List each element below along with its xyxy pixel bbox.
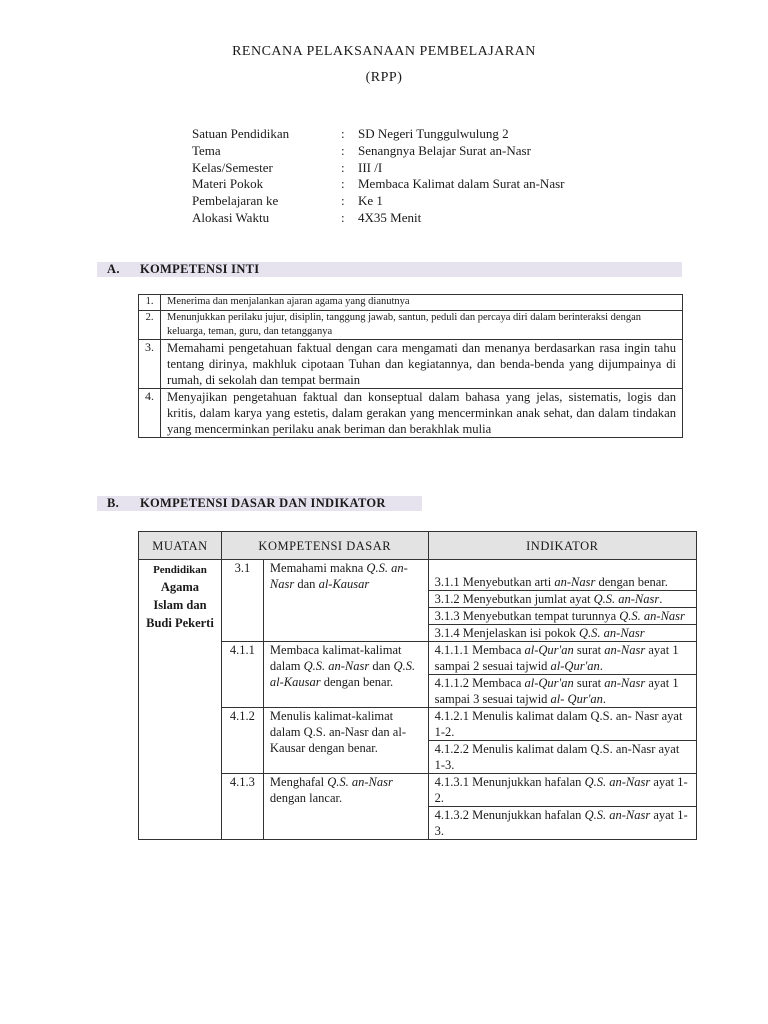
section-title: KOMPETENSI INTI — [140, 262, 260, 276]
kd-code: 4.1.1 — [221, 642, 263, 708]
indikator-cell: 4.1.3.1 Menunjukkan hafalan Q.S. an-Nasr ayat 1-2. — [428, 774, 696, 807]
indikator-cell: 4.1.2.1 Menulis kalimat dalam Q.S. an- Nasr ayat 1-2. — [428, 708, 696, 741]
info-label: Tema — [192, 143, 221, 158]
subject-line1: Pendidikan — [153, 564, 207, 576]
info-colon: : — [341, 210, 345, 225]
kompetensi-inti-table — [138, 294, 683, 438]
table-row — [139, 708, 697, 741]
row-number: 3. — [139, 340, 161, 389]
kompetensi-dasar-table — [138, 531, 697, 840]
kd-text: Menghafal Q.S. an-Nasr dengan lancar. — [263, 774, 428, 840]
indikator-cell: 4.1.1.1 Membaca al-Qur'an surat an-Nasr ayat 1 sampai 2 sesuai tajwid al-Qur'an. — [428, 642, 696, 675]
table-row — [139, 389, 683, 438]
table-row — [139, 560, 697, 591]
indikator-cell: 4.1.2.2 Menulis kalimat dalam Q.S. an-Nasr ayat 1-3. — [428, 741, 696, 774]
info-value: Ke 1 — [358, 193, 383, 208]
info-label: Materi Pokok — [192, 176, 264, 191]
section-a-heading — [97, 262, 682, 277]
row-text: Menyajikan pengetahuan faktual dan konseptual dalam bahasa yang jelas, sistematis, logis dan kritis, dalam karya yang estetis, dalam gerakan yang mencerminkan anak sehat, dan dalam tindakan yang mencerminkan perilaku anak beriman dan berakhlak mulia — [161, 389, 683, 438]
info-label: Kelas/Semester — [192, 160, 273, 175]
indikator-cell: 3.1.2 Menyebutkan jumlat ayat Q.S. an-Nasr. — [428, 591, 696, 608]
document-title: RENCANA PELAKSANAAN PEMBELAJARAN — [232, 44, 536, 59]
kd-text: Memahami makna Q.S. an-Nasr dan al-Kausar — [263, 560, 428, 642]
info-colon: : — [341, 176, 345, 191]
document-subtitle: (RPP) — [365, 70, 403, 85]
table-row — [139, 295, 683, 311]
section-letter: B. — [107, 496, 120, 510]
indikator-cell: 3.1.1 Menyebutkan arti an-Nasr dengan benar. — [428, 560, 696, 591]
info-label: Alokasi Waktu — [192, 210, 270, 225]
info-label: Pembelajaran ke — [192, 193, 279, 208]
info-colon: : — [341, 160, 345, 175]
row-number: 2. — [139, 311, 161, 340]
header-kompetensi-dasar: KOMPETENSI DASAR — [221, 532, 428, 560]
subject-rest: Agama Islam dan Budi Pekerti — [146, 580, 214, 630]
table-header-row — [139, 532, 697, 560]
row-number: 4. — [139, 389, 161, 438]
row-text: Menerima dan menjalankan ajaran agama yang dianutnya — [161, 295, 683, 311]
info-label: Satuan Pendidikan — [192, 126, 290, 141]
indikator-cell: 3.1.3 Menyebutkan tempat turunnya Q.S. an-Nasr — [428, 608, 696, 625]
info-value: Senangnya Belajar Surat an-Nasr — [358, 143, 531, 158]
table-row — [139, 340, 683, 389]
info-value: III /I — [358, 160, 383, 175]
section-title: KOMPETENSI DASAR DAN INDIKATOR — [140, 496, 386, 510]
indikator-cell: 4.1.1.2 Membaca al-Qur'an surat an-Nasr ayat 1 sampai 3 sesuai tajwid al- Qur'an. — [428, 675, 696, 708]
kd-text: Membaca kalimat-kalimat dalam Q.S. an-Nasr dan Q.S. al-Kausar dengan benar. — [263, 642, 428, 708]
kd-text: Menulis kalimat-kalimat dalam Q.S. an-Nasr dan al-Kausar dengan benar. — [263, 708, 428, 774]
info-value: Membaca Kalimat dalam Surat an-Nasr — [358, 176, 565, 191]
header-muatan: MUATAN — [139, 532, 222, 560]
row-text: Menunjukkan perilaku jujur, disiplin, tanggung jawab, santun, peduli dan percaya diri dalam berinteraksi dengan keluarga, teman, guru, dan tetangganya — [161, 311, 683, 340]
subject-cell — [139, 560, 222, 840]
table-row — [139, 774, 697, 807]
kd-code: 4.1.2 — [221, 708, 263, 774]
info-value: SD Negeri Tunggulwulung 2 — [358, 126, 509, 141]
table-row — [139, 642, 697, 675]
kd-code: 4.1.3 — [221, 774, 263, 840]
kd-code: 3.1 — [221, 560, 263, 642]
row-text: Memahami pengetahuan faktual dengan cara mengamati dan menanya berdasarkan rasa ingin tahu tentang dirinya, makhluk cipotaan Tuhan dan kegiatannya, dan benda-benda yang dijumpainya di rumah, di sekolah dan tempat bermain — [161, 340, 683, 389]
row-number: 1. — [139, 295, 161, 311]
indikator-cell: 4.1.3.2 Menunjukkan hafalan Q.S. an-Nasr ayat 1-3. — [428, 807, 696, 840]
header-indikator: INDIKATOR — [428, 532, 696, 560]
section-b-heading — [97, 496, 422, 511]
indikator-cell: 3.1.4 Menjelaskan isi pokok Q.S. an-Nasr — [428, 625, 696, 642]
info-colon: : — [341, 193, 345, 208]
info-colon: : — [341, 126, 345, 141]
info-value: 4X35 Menit — [358, 210, 422, 225]
table-row — [139, 311, 683, 340]
section-letter: A. — [107, 262, 120, 276]
info-colon: : — [341, 143, 345, 158]
